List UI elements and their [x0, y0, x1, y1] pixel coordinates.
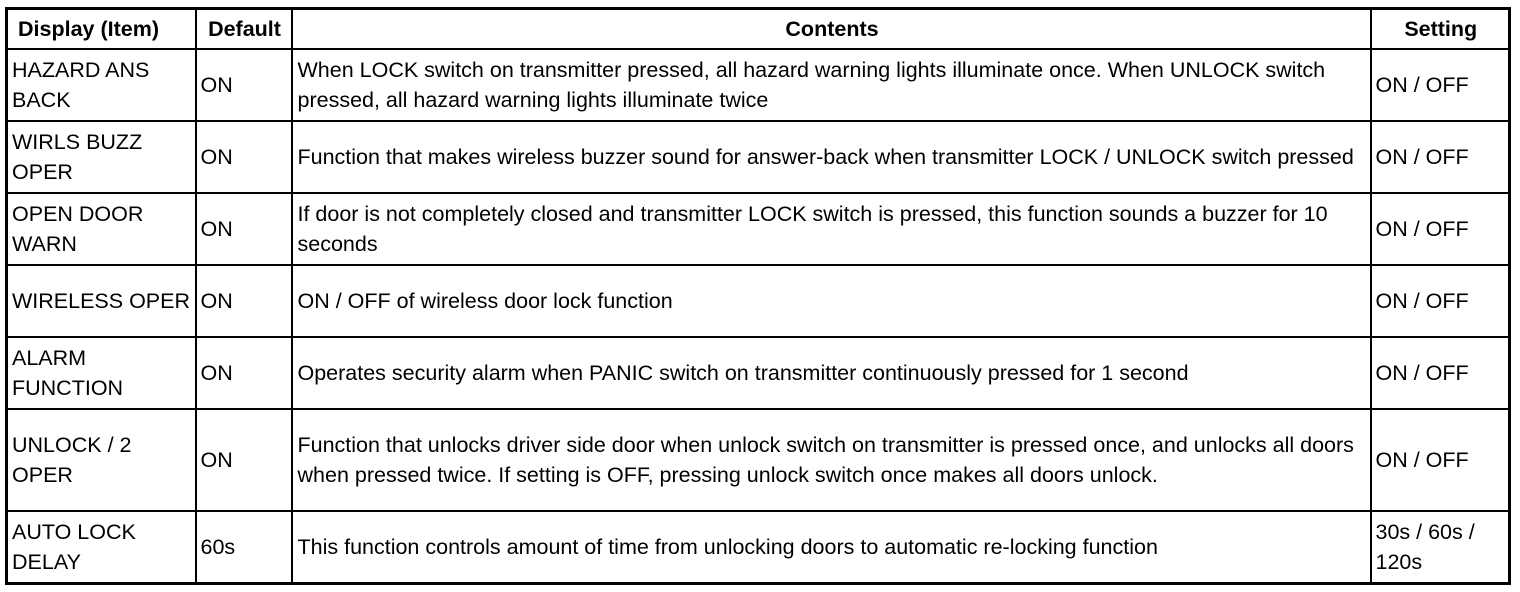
setting-options-cell: ON / OFF: [1371, 409, 1510, 511]
default-value-cell: ON: [196, 265, 292, 337]
setting-options-cell: 30s / 60s / 120s: [1371, 511, 1510, 584]
column-header-default: Default: [196, 9, 292, 50]
contents-cell: Function that unlocks driver side door when unlock switch on transmitter is pressed once, and unlocks all doors when pressed twice. If setting is OFF, pressing unlock switch once makes all doors unlock.: [292, 409, 1371, 511]
setting-options-cell: ON / OFF: [1371, 193, 1510, 265]
table-row: [7, 337, 1510, 409]
contents-cell: Operates security alarm when PANIC switch on transmitter continuously pressed for 1 second: [292, 337, 1371, 409]
settings-table: [5, 7, 1511, 585]
default-value-cell: 60s: [196, 511, 292, 584]
default-value-cell: ON: [196, 49, 292, 121]
display-item-cell: WIRELESS OPER: [7, 265, 196, 337]
table-row: [7, 49, 1510, 121]
table-row: [7, 265, 1510, 337]
column-header-setting: Setting: [1371, 9, 1510, 50]
default-value-cell: ON: [196, 337, 292, 409]
default-value-cell: ON: [196, 409, 292, 511]
setting-options-cell: ON / OFF: [1371, 265, 1510, 337]
display-item-cell: HAZARD ANS BACK: [7, 49, 196, 121]
display-item-cell: OPEN DOOR WARN: [7, 193, 196, 265]
display-item-cell: UNLOCK / 2 OPER: [7, 409, 196, 511]
contents-cell: If door is not completely closed and transmitter LOCK switch is pressed, this function sounds a buzzer for 10 seconds: [292, 193, 1371, 265]
column-header-display: Display (Item): [7, 9, 196, 50]
table-header-row: [7, 9, 1510, 50]
table-row: [7, 121, 1510, 193]
column-header-contents: Contents: [292, 9, 1371, 50]
contents-cell: Function that makes wireless buzzer sound for answer-back when transmitter LOCK / UNLOCK switch pressed: [292, 121, 1371, 193]
setting-options-cell: ON / OFF: [1371, 337, 1510, 409]
contents-cell: When LOCK switch on transmitter pressed, all hazard warning lights illuminate once. When UNLOCK switch pressed, all hazard warning lights illuminate twice: [292, 49, 1371, 121]
table-row: [7, 511, 1510, 584]
display-item-cell: ALARM FUNCTION: [7, 337, 196, 409]
default-value-cell: ON: [196, 193, 292, 265]
contents-cell: ON / OFF of wireless door lock function: [292, 265, 1371, 337]
display-item-cell: AUTO LOCK DELAY: [7, 511, 196, 584]
display-item-cell: WIRLS BUZZ OPER: [7, 121, 196, 193]
table-row: [7, 409, 1510, 511]
contents-cell: This function controls amount of time from unlocking doors to automatic re-locking function: [292, 511, 1371, 584]
setting-options-cell: ON / OFF: [1371, 49, 1510, 121]
setting-options-cell: ON / OFF: [1371, 121, 1510, 193]
default-value-cell: ON: [196, 121, 292, 193]
table-row: [7, 193, 1510, 265]
